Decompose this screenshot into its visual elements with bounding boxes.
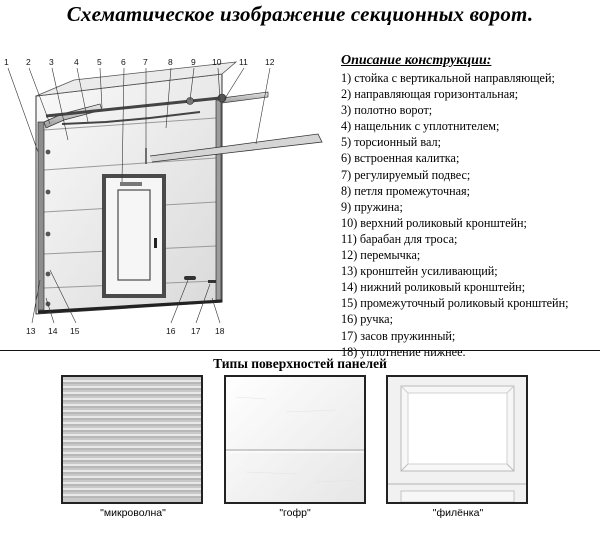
description-list: [341, 70, 568, 360]
cable-drum: [218, 94, 226, 102]
callout-2: 2: [26, 57, 31, 67]
wicket-handle: [154, 238, 157, 248]
callout-7: 7: [143, 57, 148, 67]
callout-12: 12: [265, 57, 275, 67]
description-item: 1) стойка с вертикальной направляющей;: [341, 71, 555, 85]
raised-panel-texture: [388, 377, 526, 502]
door-handle: [184, 276, 196, 280]
description-item: 11) барабан для троса;: [341, 231, 458, 246]
callout-15: 15: [70, 326, 80, 336]
microwave-texture: [63, 377, 201, 502]
callout-13: 13: [26, 326, 36, 336]
description-item: 9) пружина;: [341, 199, 403, 214]
callout-14: 14: [48, 326, 58, 336]
bottom-callouts: [26, 326, 225, 336]
label-microwave: "микроволна": [100, 507, 166, 519]
callout-17: 17: [191, 326, 201, 336]
description-item: 7) регулируемый подвес;: [341, 167, 471, 182]
door-schematic: [0, 52, 335, 344]
callout-16: 16: [166, 326, 176, 336]
description-item: 6) встроенная калитка;: [341, 151, 460, 166]
spring-bolt: [208, 280, 216, 283]
description-item: 2) направляющая горизонтальная;: [341, 87, 519, 102]
wicket-door: [104, 176, 164, 296]
swatch-corrugated: [224, 375, 366, 504]
right-horizontal-rail: [222, 92, 268, 103]
panel-types-heading: Типы поверхностей панелей: [213, 356, 387, 371]
description-item: 3) полотно ворот;: [341, 103, 433, 118]
callout-1: 1: [4, 57, 9, 67]
callout-4: 4: [74, 57, 79, 67]
description-item: 8) петля промежуточная;: [341, 183, 470, 198]
label-raised-panel: "филёнка": [432, 507, 484, 519]
page-title: Схематическое изображение секционных ворот.: [66, 2, 534, 26]
left-vertical-guide: [38, 122, 44, 310]
callout-3: 3: [49, 57, 54, 67]
description-item: 10) верхний роликовый кронштейн;: [341, 215, 527, 230]
swatch-microwave: [61, 375, 203, 504]
callout-5: 5: [97, 57, 102, 67]
label-corrugated: "гофр": [279, 507, 311, 519]
description-item: 15) промежуточный роликовый кронштейн;: [341, 296, 569, 311]
description-item: 4) нащельник с уплотнителем;: [341, 119, 500, 134]
callout-10: 10: [212, 57, 222, 67]
description-item: 5) торсионный вал;: [341, 135, 441, 150]
right-vertical-guide: [216, 100, 221, 300]
description-item: 12) перемычка;: [341, 248, 421, 263]
description-item: 18) уплотнение нижнее.: [341, 344, 466, 359]
wicket-top-plate: [120, 182, 142, 186]
section-divider: [0, 350, 600, 351]
description-item: 13) кронштейн усиливающий;: [341, 264, 498, 279]
callout-18: 18: [215, 326, 225, 336]
callout-6: 6: [121, 57, 126, 67]
callout-8: 8: [168, 57, 173, 67]
callout-11: 11: [239, 57, 248, 67]
description-item: 16) ручка;: [341, 312, 393, 327]
description-item: 14) нижний роликовый кронштейн;: [341, 280, 526, 295]
description-heading: Описание конструкции:: [341, 53, 492, 68]
description-item: 17) засов пружинный;: [341, 328, 456, 343]
swatch-raised-panel: [386, 375, 528, 504]
callout-9: 9: [191, 57, 196, 67]
corrugated-texture: [226, 377, 364, 502]
